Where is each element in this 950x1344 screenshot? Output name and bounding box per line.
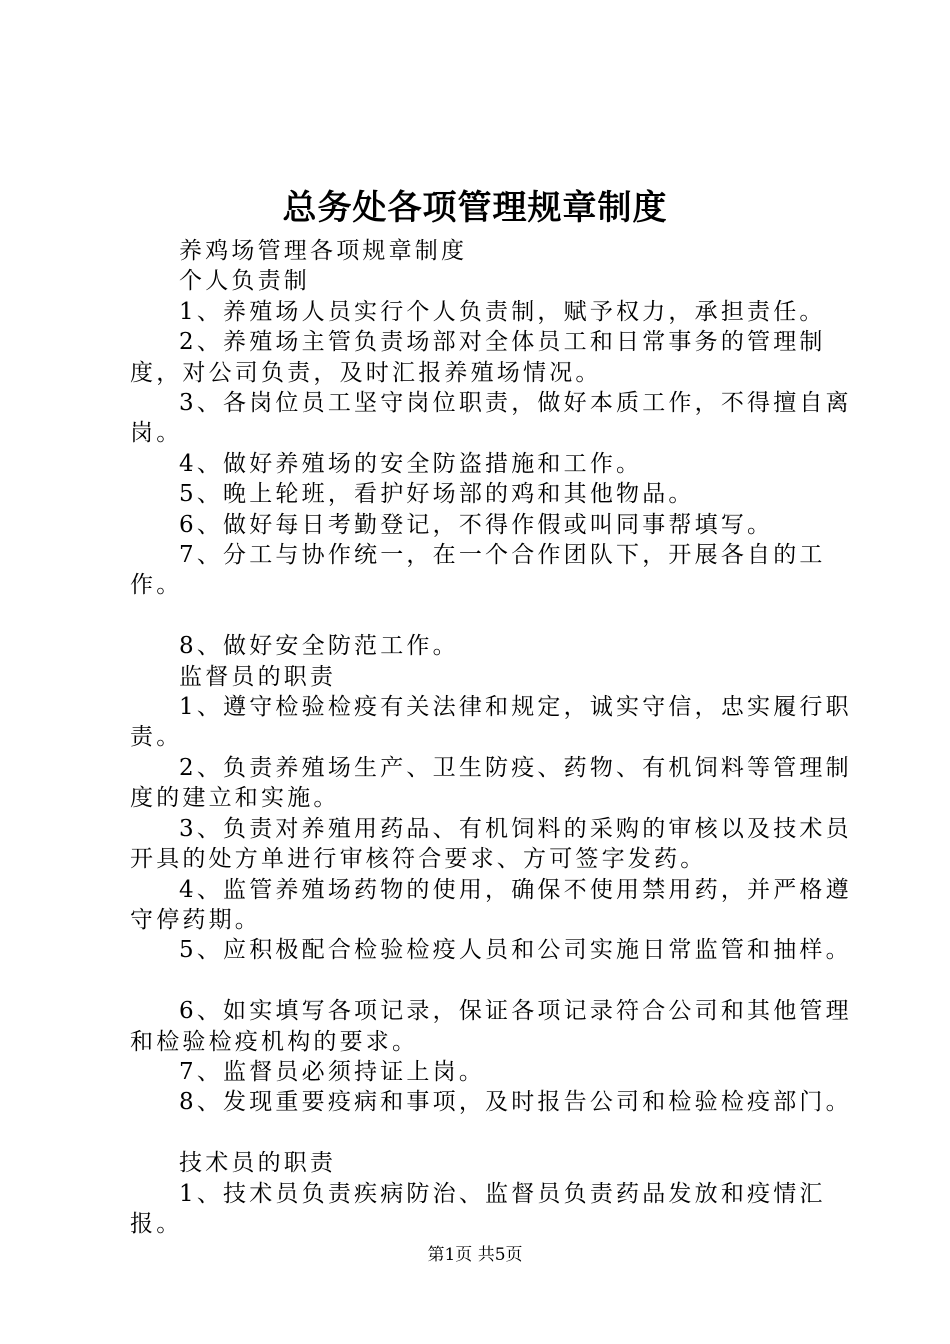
rule-paragraph: 1、技术员负责疾病防治、监督员负责药品发放和疫情汇报。 [130,1180,826,1237]
section-heading: 技术员的职责 [179,1150,337,1177]
section-heading: 个人负责制 [179,268,310,295]
rule-paragraph: 4、监管养殖场药物的使用，确保不使用禁用药，并严格遵守停药期。 [130,876,852,933]
rule-paragraph: 5、晚上轮班，看护好场部的鸡和其他物品。 [179,481,695,508]
rule-paragraph: 1、遵守检验检疫有关法律和规定，诚实守信，忠实履行职责。 [130,694,852,751]
rule-paragraph: 3、各岗位员工坚守岗位职责，做好本质工作，不得擅自离岗。 [130,390,852,447]
page-number-footer: 第1页 共5页 [427,1245,523,1265]
document-body [130,236,855,1239]
rule-paragraph: 7、监督员必须持证上岗。 [179,1058,486,1085]
rule-paragraph: 2、负责养殖场生产、卫生防疫、药物、有机饲料等管理制度的建立和实施。 [130,754,852,812]
rule-paragraph: 5、应积极配合检验检疫人员和公司实施日常监管和抽样。 [179,937,852,964]
rule-paragraph: 6、做好每日考勤登记，不得作假或叫同事帮填写。 [179,511,774,538]
blank-line [130,966,855,996]
rule-paragraph: 8、做好安全防范工作。 [179,633,459,660]
rule-paragraph: 1、养殖场人员实行个人负责制，赋予权力，承担责任。 [179,298,826,325]
rule-paragraph: 7、分工与协作统一，在一个合作团队下，开展各自的工作。 [130,542,826,599]
section-heading: 监督员的职责 [179,663,337,690]
section-heading: 养鸡场管理各项规章制度 [179,238,468,264]
rule-paragraph: 6、如实填写各项记录，保证各项记录符合公司和其他管理和检验检疫机构的要求。 [130,998,852,1055]
blank-line [130,601,855,631]
blank-line [130,1118,855,1148]
rule-paragraph: 4、做好养殖场的安全防盗措施和工作。 [179,450,643,477]
document-title: 总务处各项管理规章制度 [282,188,668,228]
rule-paragraph: 3、负责对养殖用药品、有机饲料的采购的审核以及技术员开具的处方单进行审核符合要求、方可签字发药。 [130,815,852,873]
rule-paragraph: 2、养殖场主管负责场部对全体员工和日常事务的管理制度，对公司负责，及时汇报养殖场情况。 [130,329,826,386]
rule-paragraph: 8、发现重要疫病和事项，及时报告公司和检验检疫部门。 [179,1089,852,1116]
